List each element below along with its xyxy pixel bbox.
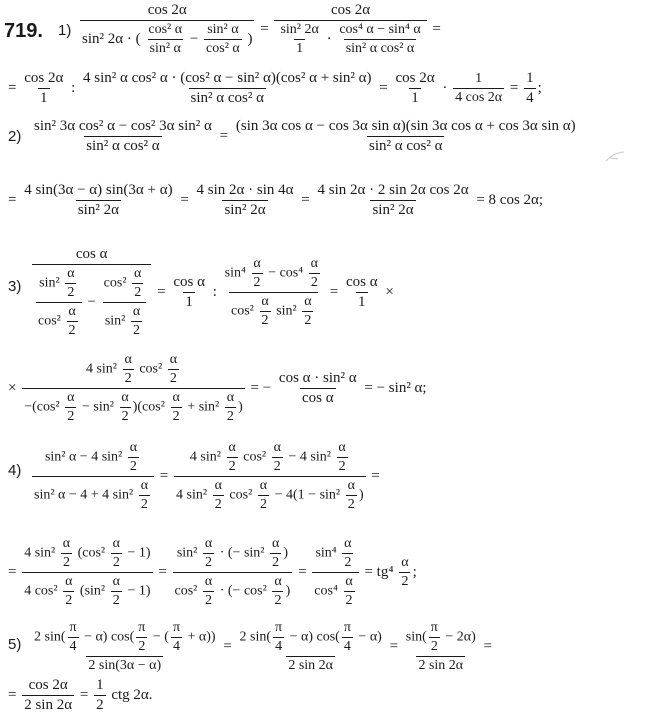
pencil-mark-icon bbox=[604, 150, 626, 164]
part-4-label: 4) bbox=[8, 462, 22, 479]
problem-number: 719. bbox=[4, 20, 43, 42]
part-1-label: 1) bbox=[58, 22, 72, 39]
part-3-line-2: × 4 sin² $\frac{\alpha}{2}$ cos² $\frac{\alpha}{2}$ −(cos² $\frac{\alpha}{2}$ − sin² $\frac{\alpha}{2}$ )(cos² $\frac{\alpha}{2}$ + sin² $\frac{\alpha}{2}$ ) = − $\frac{\text{cos α · sin² α}}{\text{cos α}}$ = − sin² α; bbox=[8, 352, 427, 424]
part-2-line-2: = $\frac{4 \sin(3\alpha - \alpha) \sin(3\alpha + \alpha)}{\text{sin² 2α}}$ = $\frac{4 \sin 2\alpha \cdot \sin 4\alpha}{\text{sin² 2α}}$ = $\frac{\text{4 sin 2α · 2 sin 2α cos 2α}}{\text{sin² 2α}}$ = 8 cos 2α; bbox=[8, 182, 544, 218]
part-4-line-1: sin² α − 4 sin² $\frac{\alpha}{2}$ sin² α − 4 + 4 sin² $\frac{\alpha}{2}$ = 4 sin² $\frac{\alpha}{2}$ cos² $\frac{\alpha}{2}$ − 4 sin² $\frac{\alpha}{2}$ 4 sin² $\frac{\alpha}{2}$ cos² $\frac{\alpha}{2}$ − 4(1 − sin² $\frac{\alpha}{2}$ ) = bbox=[34, 440, 380, 512]
part-3-line-1: cos α sin² $\frac{\alpha}{2}$ cos² $\frac{\alpha}{2}$ − cos² $\frac{\alpha}{2}$ sin² $\frac{\alpha}{2}$ = $\frac{\text{cos α}}{1}$ : sin⁴ $\frac{\alpha}{2}$ − cos⁴ $\frac{\alpha}{2}$ cos² $\frac{\alpha}{2}$ sin² $\frac{\alpha}{2}$ = $\frac{\text{cos α}}{1}$ × bbox=[30, 246, 394, 339]
part-4-line-2: = 4 sin² $\frac{\alpha}{2}$ (cos² $\frac{\alpha}{2}$ − 1) 4 cos² $\frac{\alpha}{2}$ (sin² $\frac{\alpha}{2}$ − 1) = sin² $\frac{\alpha}{2}$ · (− sin² $\frac{\alpha}{2}$ ) cos² $\frac{\alpha}{2}$ · (− cos² $\frac{\alpha}{2}$ ) = sin⁴ $\frac{\alpha}{2}$ cos⁴ $\frac{\alpha}{2}$ = tg⁴ $\frac{\alpha}{2}$ ; bbox=[8, 536, 417, 608]
part-5-line-2: = $\frac{\cos 2\alpha}{2 \sin 2\alpha}$ = $\frac{1}{2}$ ctg 2α. bbox=[8, 677, 153, 713]
part-5-line-1: 2 sin( $\frac{\pi}{4}$ − α) cos( $\frac{\pi}{2}$ − ( $\frac{\pi}{4}$ + α)) 2 sin(3α − α) = 2 sin( $\frac{\pi}{4}$ − α) cos( $\frac{\pi}{4}$ − α) 2 sin 2α = sin( $\frac{\pi}{2}$ − 2α) 2 sin 2α = bbox=[34, 620, 492, 673]
part-2-label: 2) bbox=[8, 128, 22, 145]
part-1-line-2: = $\frac{\cos 2\alpha}{1}$ : $\frac{\text{4 sin² α cos² α · (cos² α − sin² α)(cos² α + sin² α)}}{\text{sin² α cos² α}}$ = $\frac{\cos 2\alpha}{1}$ · $\frac{1}{4 \cos 2\alpha}$ = $\frac{1}{4}$ ; bbox=[8, 70, 542, 106]
part-3-label: 3) bbox=[8, 278, 22, 295]
part-2-line-1: $\frac{\text{sin² 3α cos² α − cos² 3α sin² α}}{\text{sin² α cos² α}}$ = $\frac{\text{(sin 3α cos α − cos 3α sin α)(sin 3α cos α + cos 3α sin α)}}{\text{sin² α cos² α}}$ bbox=[34, 118, 576, 154]
part-1-line-1: cos 2α sin² 2α · ( $\frac{\text{cos² α}}{\text{sin² α}}$ − $\frac{\text{sin² α}}{\text{cos² α}}$ ) = cos 2α $\frac{\text{sin² 2α}}{1}$ · $\frac{\text{cos⁴ α − sin⁴ α}}{\text{sin² α cos² α}}$ = bbox=[82, 2, 441, 56]
part-5-label: 5) bbox=[8, 636, 22, 653]
